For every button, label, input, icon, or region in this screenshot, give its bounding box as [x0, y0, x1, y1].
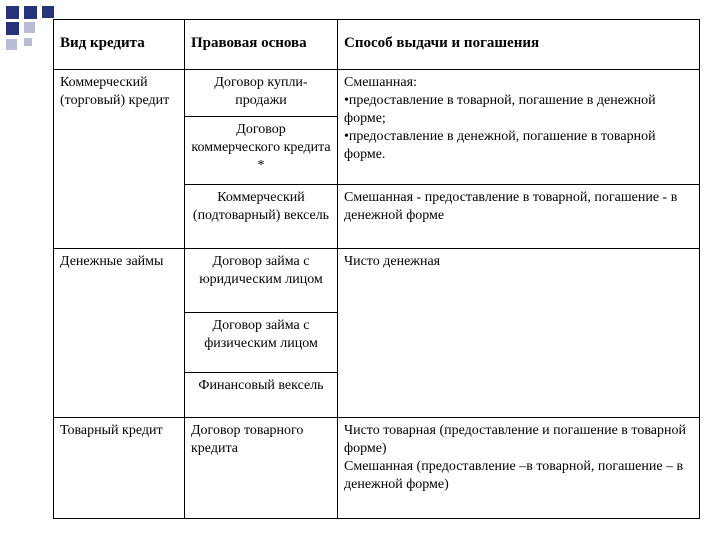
header-method: Способ выдачи и погашения [338, 20, 700, 70]
decor-square [24, 38, 32, 46]
loans-credit-type: Денежные займы [54, 249, 185, 418]
loans-method: Чисто денежная [338, 249, 700, 418]
method-title: Смешанная: [344, 75, 417, 90]
goods-credit-type: Товарный кредит [54, 418, 185, 519]
table-row [54, 70, 700, 117]
decor-square [6, 22, 19, 35]
decor-square [6, 6, 19, 19]
commercial-method-bill: Смешанная - предоставление в товарной, погашение - в денежной форме [338, 185, 700, 249]
method-bullet-item: • предоставление в денежной, погашение в товарной форме. [344, 128, 693, 164]
decor-square [24, 6, 37, 19]
method-bullet-item: • предоставление в товарной, погашение в денежной форме; [344, 92, 693, 128]
loans-basis-legal-entity: Договор займа с юридическим лицом [185, 249, 338, 313]
commercial-basis-bill: Коммерческий (подтоварный) вексель [185, 185, 338, 249]
goods-method [338, 418, 700, 519]
commercial-credit-type: Коммерческий (торговый) кредит [54, 70, 185, 249]
decor-square [24, 22, 35, 33]
loans-basis-individual: Договор займа с физическим лицом [185, 313, 338, 373]
credit-table [53, 19, 700, 519]
commercial-basis-credit-agreement: Договор коммерческого кредита * [185, 117, 338, 185]
decor-square [42, 6, 54, 18]
table-row [54, 249, 700, 313]
commercial-method-mixed [338, 70, 700, 185]
table-row [54, 418, 700, 519]
goods-method-line: Смешанная (предоставление –в товарной, погашение – в денежной форме) [344, 459, 684, 492]
header-credit-type: Вид кредита [54, 20, 185, 70]
goods-basis: Договор товарного кредита [185, 418, 338, 519]
header-legal-basis: Правовая основа [185, 20, 338, 70]
loans-basis-financial-bill: Финансовый вексель [185, 373, 338, 418]
commercial-basis-purchase: Договор купли-продажи [185, 70, 338, 117]
goods-method-line: Чисто товарная (предоставление и погашение в товарной форме) [344, 423, 686, 456]
decor-square [6, 39, 17, 50]
table-header-row [54, 20, 700, 70]
